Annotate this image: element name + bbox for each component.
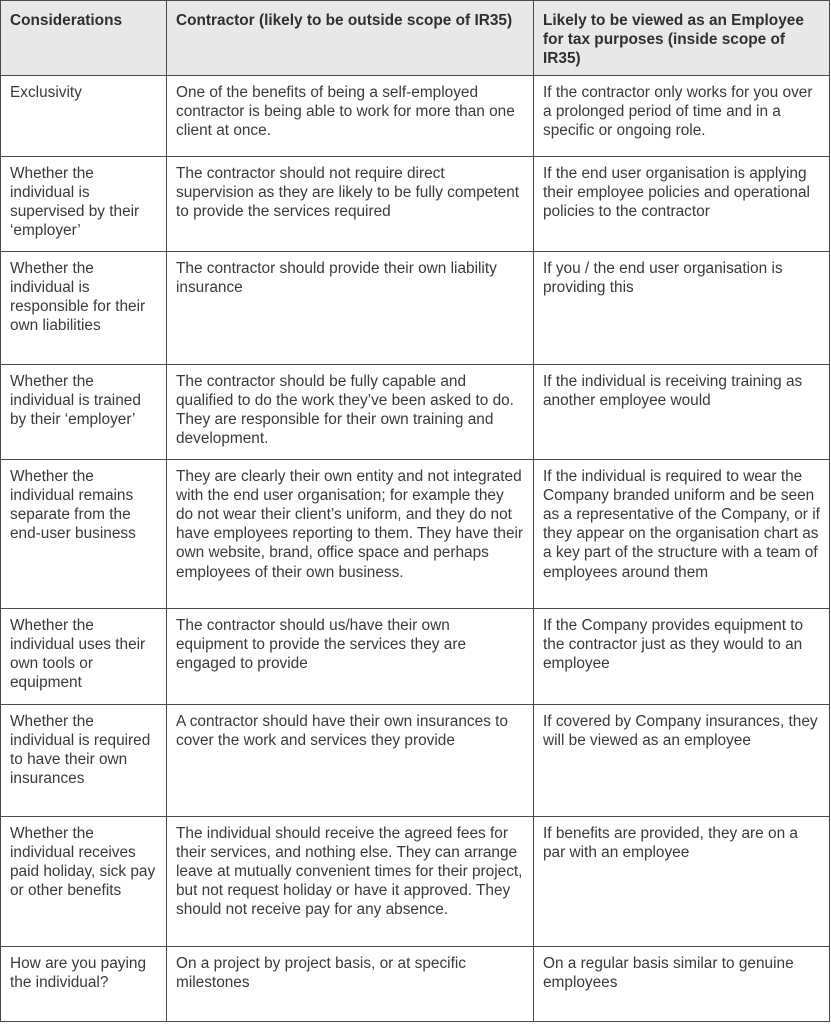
consideration-cell: Whether the individual is supervised by their ‘employer’ [1,156,167,251]
employee-cell: If the individual is required to wear the Company branded uniform and be seen as a representative of the Company, or if they appear on the organisation chart as a key part of the structure with a team of employees around them [534,459,830,608]
header-row [1,1,830,76]
employee-cell: If the individual is receiving training as another employee would [534,364,830,459]
table-row [1,946,830,1021]
header-employee: Likely to be viewed as an Employee for tax purposes (inside scope of IR35) [534,1,830,76]
table-row [1,364,830,459]
consideration-cell: Whether the individual is required to have their own insurances [1,704,167,816]
contractor-cell: They are clearly their own entity and not integrated with the end user organisation; for example they do not wear their client’s uniform, and they do not have employees reporting to them. They have their own website, brand, office space and perhaps employees of their own business. [167,459,534,608]
contractor-cell: The individual should receive the agreed fees for their services, and nothing else. They can arrange leave at mutually convenient times for their project, but not request holiday or have it approved. They should not receive pay for any absence. [167,816,534,946]
contractor-cell: The contractor should be fully capable and qualified to do the work they’ve been asked to do. They are responsible for their own training and development. [167,364,534,459]
employee-cell: If benefits are provided, they are on a par with an employee [534,816,830,946]
contractor-cell: On a project by project basis, or at specific milestones [167,946,534,1021]
header-considerations: Considerations [1,1,167,76]
consideration-cell: Whether the individual receives paid holiday, sick pay or other benefits [1,816,167,946]
employee-cell: If you / the end user organisation is providing this [534,251,830,364]
employee-cell: If the end user organisation is applying their employee policies and operational policies to the contractor [534,156,830,251]
contractor-cell: One of the benefits of being a self-employed contractor is being able to work for more than one client at once. [167,75,534,156]
contractor-cell: A contractor should have their own insurances to cover the work and services they provide [167,704,534,816]
table-row [1,251,830,364]
consideration-cell: Whether the individual uses their own tools or equipment [1,608,167,704]
consideration-cell: Whether the individual is trained by their ‘employer’ [1,364,167,459]
contractor-cell: The contractor should not require direct supervision as they are likely to be fully competent to provide the services required [167,156,534,251]
table-row [1,608,830,704]
contractor-cell: The contractor should us/have their own equipment to provide the services they are engaged to provide [167,608,534,704]
consideration-cell: How are you paying the individual? [1,946,167,1021]
table-row [1,156,830,251]
contractor-cell: The contractor should provide their own liability insurance [167,251,534,364]
consideration-cell: Exclusivity [1,75,167,156]
table-row [1,75,830,156]
table-row [1,816,830,946]
header-contractor: Contractor (likely to be outside scope of IR35) [167,1,534,76]
consideration-cell: Whether the individual remains separate from the end-user business [1,459,167,608]
employee-cell: On a regular basis similar to genuine employees [534,946,830,1021]
employee-cell: If the Company provides equipment to the contractor just as they would to an employee [534,608,830,704]
consideration-cell: Whether the individual is responsible for their own liabilities [1,251,167,364]
table-row [1,704,830,816]
table-row [1,459,830,608]
employee-cell: If covered by Company insurances, they will be viewed as an employee [534,704,830,816]
employee-cell: If the contractor only works for you over a prolonged period of time and in a specific or ongoing role. [534,75,830,156]
